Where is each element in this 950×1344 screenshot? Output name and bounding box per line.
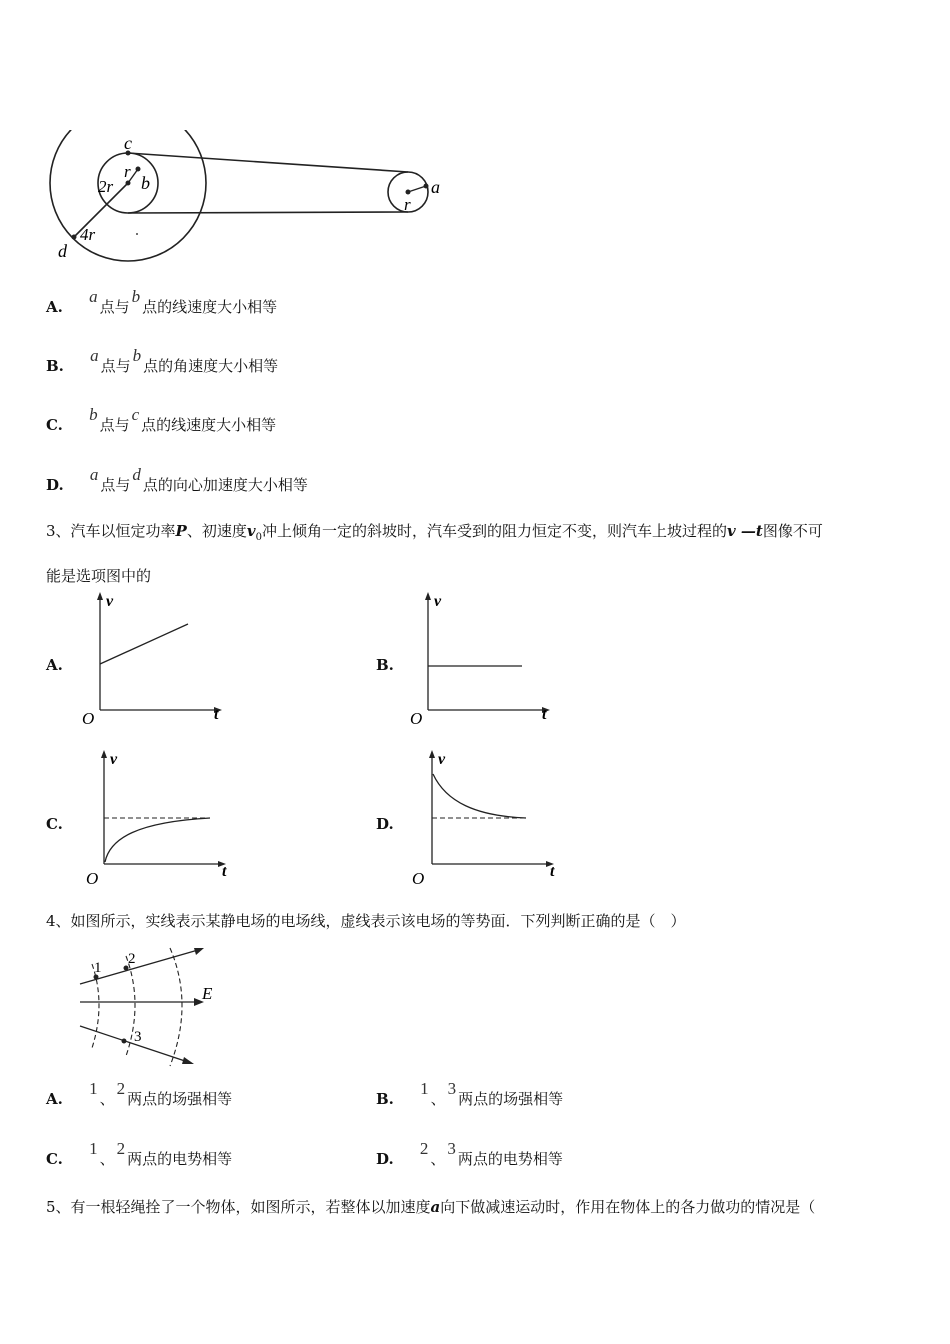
option-text: 两点的电势相等 <box>457 1150 563 1168</box>
q3-graph-b[interactable] <box>406 588 566 728</box>
q5-stem: 5、有一根轻绳拴了一个物体，如图所示，若整体以加速度a向下做减速运动时，作用在物体上的各力做功的情况是（ <box>46 1198 816 1216</box>
option-mid: 点与 <box>100 357 131 375</box>
option-text: 点的向心加速度大小相等 <box>142 476 308 494</box>
var-c: c <box>131 405 140 424</box>
point-3: 3 <box>134 1029 142 1045</box>
q2-option-c[interactable] <box>46 405 277 435</box>
label-r-inner: r <box>124 162 131 181</box>
axis-t: t <box>222 863 227 880</box>
label-d: d <box>58 241 67 261</box>
q3-label-d: D. <box>376 815 394 833</box>
num-2: 3 <box>447 1079 457 1098</box>
q2-option-d[interactable] <box>46 465 308 495</box>
var-b: b <box>89 405 98 424</box>
q2-option-b[interactable] <box>46 346 279 376</box>
q4-stem: 4、如图所示，实线表示某静电场的电场线，虚线表示该电场的等势面．下列判断正确的是（ ） <box>46 912 686 930</box>
var-a: a <box>90 346 99 365</box>
axis-v: v <box>434 593 442 610</box>
label-b: b <box>141 173 150 193</box>
q3-graph-c[interactable] <box>78 746 238 888</box>
num-2: 2 <box>116 1079 126 1098</box>
label-4r: 4r <box>80 225 96 244</box>
num-1: 1 <box>420 1079 429 1098</box>
num-2: 3 <box>447 1139 456 1158</box>
option-label: A. <box>46 298 63 316</box>
q4-option-d[interactable] <box>376 1139 563 1169</box>
option-mid: 点与 <box>99 416 130 434</box>
option-text: 点的角速度大小相等 <box>143 357 279 375</box>
var-a: a <box>89 287 98 306</box>
num-1: 1 <box>89 1079 98 1098</box>
separator: 、 <box>99 1150 115 1168</box>
option-text: 点的线速度大小相等 <box>141 416 277 434</box>
axis-t: t <box>542 706 547 723</box>
axis-v: v <box>110 751 118 768</box>
separator: 、 <box>99 1090 115 1108</box>
q3-graph-d[interactable] <box>406 746 566 888</box>
field-E: E <box>202 984 213 1003</box>
axis-v: v <box>106 593 114 610</box>
num-1: 1 <box>89 1139 98 1158</box>
var-b: b <box>131 287 141 306</box>
label-2r: 2r <box>98 177 114 196</box>
pulley-figure <box>40 130 460 270</box>
num-1: 2 <box>419 1139 429 1158</box>
label-c: c <box>124 133 132 153</box>
option-mid: 点与 <box>100 476 131 494</box>
q3-label-c: C. <box>46 815 63 833</box>
label-r-small: r <box>404 195 411 214</box>
option-label: C. <box>46 1150 63 1168</box>
axis-origin: O <box>86 869 99 888</box>
q2-option-a[interactable] <box>46 287 278 317</box>
field-figure <box>70 944 230 1070</box>
option-label: C. <box>46 416 63 434</box>
point-2: 2 <box>128 951 136 967</box>
q4-option-a[interactable] <box>46 1079 233 1109</box>
separator: 、 <box>430 1150 446 1168</box>
label-a: a <box>431 177 440 197</box>
option-mid: 点与 <box>99 298 130 316</box>
q3-stem: 3、汽车以恒定功率P、初速度$v_0$冲上倾角一定的斜坡时，汽车受到的阻力恒定不变，则汽车上坡过程的v —t图像不可 能是选项图中的 <box>46 522 823 585</box>
q4-option-c[interactable] <box>46 1139 233 1169</box>
axis-t: t <box>550 863 555 880</box>
axis-v: v <box>438 751 446 768</box>
axis-origin: O <box>412 869 425 888</box>
option-label: B. <box>46 357 64 375</box>
option-text: 两点的场强相等 <box>458 1090 564 1108</box>
var-d: d <box>132 465 141 484</box>
q4-option-b[interactable] <box>376 1079 564 1109</box>
separator: 、 <box>430 1090 446 1108</box>
q3-label-a: A. <box>46 656 63 674</box>
axis-origin: O <box>82 709 95 728</box>
option-text: 点的线速度大小相等 <box>142 298 278 316</box>
option-text: 两点的场强相等 <box>127 1090 233 1108</box>
option-text: 两点的电势相等 <box>127 1150 233 1168</box>
q3-graph-a[interactable] <box>78 588 238 728</box>
var-b: b <box>132 346 142 365</box>
var-a: a <box>89 465 99 484</box>
option-label: D. <box>46 476 64 494</box>
point-1: 1 <box>94 960 102 976</box>
axis-origin: O <box>410 709 423 728</box>
axis-t: t <box>214 706 219 723</box>
option-label: A. <box>46 1090 63 1108</box>
option-label: D. <box>376 1150 394 1168</box>
option-label: B. <box>376 1090 394 1108</box>
num-2: 2 <box>116 1139 126 1158</box>
q3-label-b: B. <box>376 656 394 674</box>
